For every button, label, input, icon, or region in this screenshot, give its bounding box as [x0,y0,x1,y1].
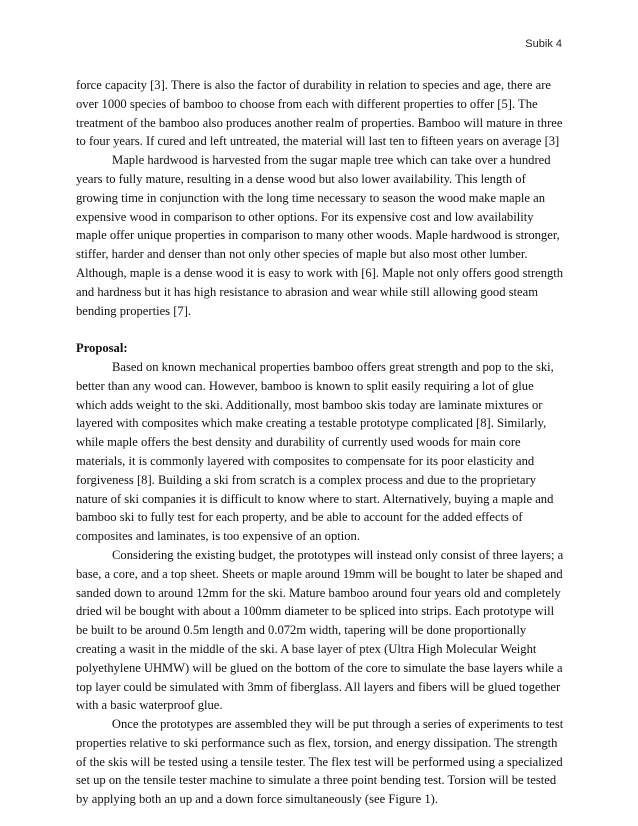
text-line: growing time in conjunction with the long time necessary to season the wood make maple an [76,190,546,205]
text-line: nature of ski companies it is difficult to know where to start. Alternatively, buying a maple and [76,491,554,506]
section-heading: Proposal: [76,341,128,356]
text-line: materials, it is commonly layered with composites to compensate for its poor elasticity and [76,453,535,468]
text-line: Considering the existing budget, the prototypes will instead only consist of three layers; a [112,547,564,562]
body-text [76,76,563,809]
text-line: set up on the tensile tester machine to simulate a three point bending test. Torsion will be tested [76,773,557,788]
text-line: forgiveness [8]. Building a ski from scratch is a complex process and due to the proprietary [76,472,537,487]
text-line: years to fully mature, resulting in a dense wood but also lower availability. This length of [76,171,526,186]
text-line: over 1000 species of bamboo to choose from each with different properties to offer [5]. The [76,96,538,111]
text-line: bamboo ski to fully test for each property, and be able to account for the added effects of [76,510,523,525]
text-line: maple offer unique properties in comparison to many other woods. Maple hardwood is stronger, [76,228,560,243]
text-line: polyethylene UHMW) will be glued on the bottom of the core to simulate the base layers while a [76,660,563,675]
text-line: properties relative to ski performance such as flex, torsion, and energy dissipation. The strength [76,735,558,750]
text-line: expensive wood in comparison to other options. For its expensive cost and low availability [76,209,534,224]
text-line: base, a core, and a top sheet. Sheets or maple around 19mm will be bought to later be shaped and [76,566,563,581]
text-line: which adds weight to the ski. Additionally, most bamboo skis today are laminate mixtures or [76,397,543,412]
text-line: treatment of the bamboo also produces another realm of properties. Bamboo will mature in three [76,115,563,130]
text-line: to four years. If cured and left untreated, the material will last ten to fifteen years on average [3] [76,134,560,149]
text-line: with a basic waterproof glue. [76,698,223,713]
text-line: be built to be around 0.5m length and 0.072m width, tapering will be done proportionally [76,623,527,638]
paragraph-gap [76,320,563,339]
text-line: layered with composites which make creating a testable prototype complicated [8]. Similarly, [76,416,547,431]
text-line: Although, maple is a dense wood it is easy to work with [6]. Maple not only offers good strength [76,265,564,280]
text-line: force capacity [3]. There is also the factor of durability in relation to species and age, there are [76,78,551,92]
text-line: stiffer, harder and denser than not only other species of maple but also most other lumber. [76,247,528,262]
text-line: Based on known mechanical properties bamboo offers great strength and pop to the ski, [112,359,554,374]
running-head: Subik 4 [525,38,562,50]
text-line: better than any wood can. However, bamboo is known to split easily requiring a lot of glue [76,378,534,393]
text-line: and hardness but it has high resistance to abrasion and wear while still allowing good steam [76,284,539,299]
text-line: Maple hardwood is harvested from the sugar maple tree which can take over a hundred [112,153,551,168]
text-line: top layer could be simulated with 3mm of fiberglass. All layers and fibers will be glued together [76,679,561,694]
text-line: of the skis will be tested using a tensile tester. The flex test will be performed using a specialized [76,754,563,769]
text-line: dried wil be bought with about a 100mm diameter to be spliced into strips. Each prototype will [76,604,555,619]
text-line: composites and laminates, is too expensive of an option. [76,529,361,544]
text-line: while maple offers the best density and durability of currently used woods for main core [76,435,521,450]
text-line: creating a wasit in the middle of the ski. A base layer of ptex (Ultra High Molecular Weight [76,641,537,656]
text-line: by applying both an up and a down force simultaneously (see Figure 1). [76,792,438,807]
text-line: bending properties [7]. [76,303,192,318]
text-line: sanded down to around 12mm for the ski. Mature bamboo around four years old and completely [76,585,561,600]
text-line: Once the prototypes are assembled they will be put through a series of experiments to test [111,717,564,732]
